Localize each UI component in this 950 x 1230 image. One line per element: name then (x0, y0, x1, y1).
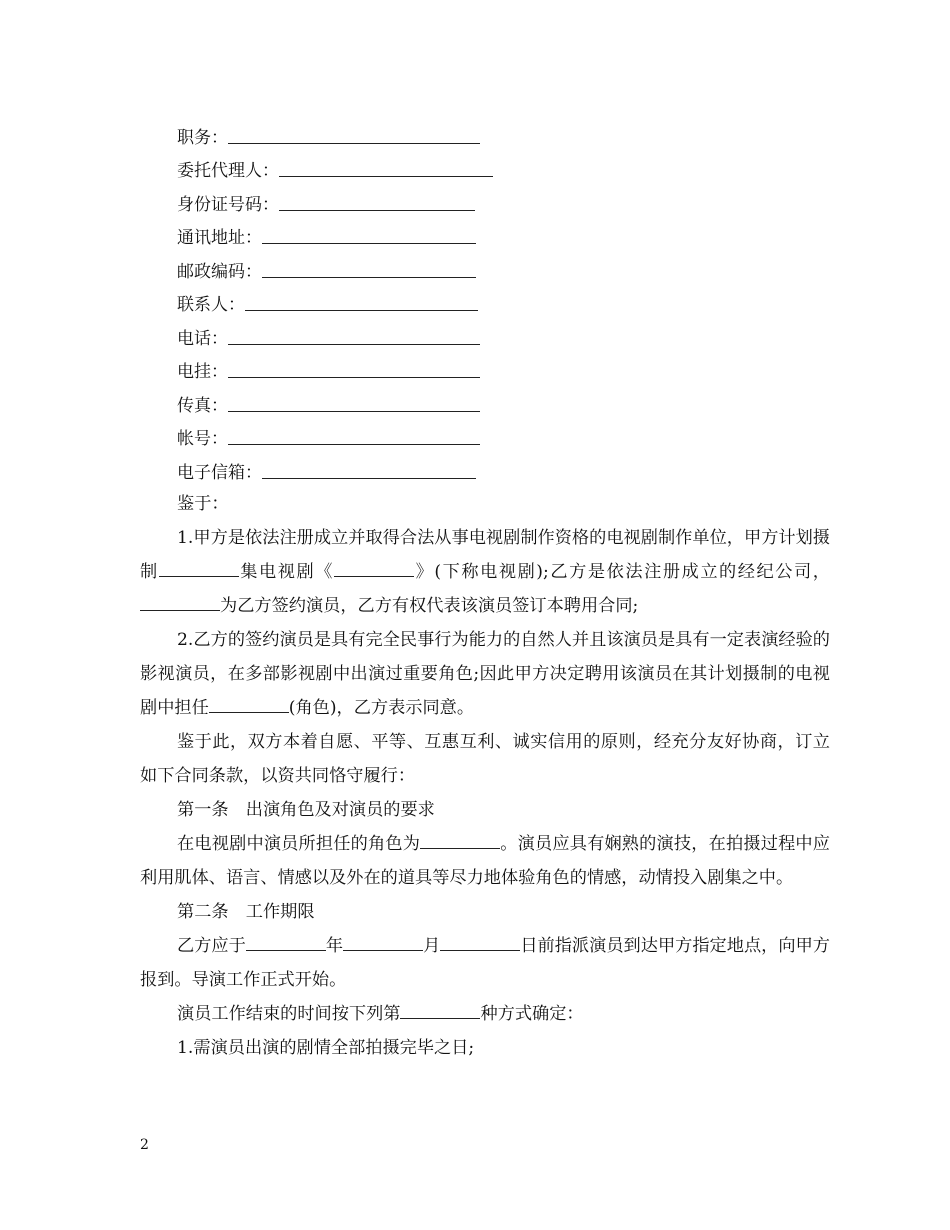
article-2-title: 第二条 工作期限 (177, 902, 315, 922)
party-info-fields (177, 118, 497, 487)
field-position (177, 118, 497, 152)
contract-body (140, 487, 830, 1065)
field-label: 联系人： (177, 295, 245, 315)
blank-line (246, 934, 326, 951)
blank-line (209, 696, 289, 713)
article-1-title: 第一条 出演角色及对演员的要求 (177, 800, 435, 820)
fill-line (279, 175, 493, 177)
paragraph-end-method: 演员工作结束的时间按下列第 种方式确定： (177, 1004, 584, 1024)
blank-line (400, 1002, 480, 1019)
field-label: 身份证号码： (177, 194, 279, 215)
fill-line (228, 376, 480, 378)
field-fax (177, 386, 497, 420)
fill-line (262, 276, 476, 278)
field-telegraph (177, 353, 497, 387)
paragraph-report-date: 乙方应于 年 月 日前指派演员到达甲方指定地点，向甲方报到。导演工作正式开始。 (140, 936, 830, 990)
field-contact (177, 286, 497, 320)
whereas-heading: 鉴于： (177, 494, 229, 514)
field-label: 委托代理人： (177, 161, 279, 181)
field-email (177, 453, 497, 487)
paragraph-recital-2: 2.乙方的签约演员是具有完全民事行为能力的自然人并且该演员是具有一定表演经验的影视演员，在多部影视剧中出演过重要角色;因此甲方决定聘用该演员在其计划摄制的电视剧中担任 (角色)，乙方表示同意。 (140, 630, 830, 718)
blank-line (440, 934, 520, 951)
field-id-number (177, 185, 497, 219)
fill-line (279, 209, 475, 211)
blank-line (140, 594, 220, 611)
fill-line (228, 443, 480, 445)
field-label: 电子信箱： (177, 462, 262, 483)
blank-line (343, 934, 423, 951)
blank-line (159, 560, 239, 577)
field-address (177, 219, 497, 253)
field-account (177, 420, 497, 454)
field-label: 帐号： (177, 429, 228, 449)
paragraph-agreement: 鉴于此，双方本着自愿、平等、互惠互利、诚实信用的原则，经充分友好协商，订立如下合同条款，以资共同恪守履行： (140, 732, 830, 786)
field-postcode (177, 252, 497, 286)
paragraph-recital-1: 1.甲方是依法注册成立并取得合法从事电视剧制作资格的电视剧制作单位，甲方计划摄制 集电视剧《 》(下称电视剧);乙方是依法注册成立的经纪公司，为乙方签约演员，乙方有权代表该演员签订本聘用合同; (140, 528, 830, 616)
field-agent (177, 152, 497, 186)
fill-line (262, 477, 476, 479)
paragraph-end-option-1: 1.需演员出演的剧情全部拍摄完毕之日; (177, 1038, 475, 1058)
field-phone (177, 319, 497, 353)
field-label: 职务： (177, 127, 228, 148)
fill-line (245, 309, 478, 311)
field-label: 通讯地址： (177, 228, 262, 248)
fill-line (262, 242, 476, 244)
blank-line (334, 560, 414, 577)
field-label: 传真： (177, 395, 228, 416)
fill-line (228, 343, 480, 345)
field-label: 邮政编码： (177, 261, 262, 282)
page-number: 2 (140, 1137, 149, 1153)
paragraph-role: 在电视剧中演员所担任的角色为 。演员应具有娴熟的演技，在拍摄过程中应利用肌体、语言、情感以及外在的道具等尽力地体验角色的情感，动情投入剧集之中。 (140, 834, 830, 888)
field-label: 电话： (177, 328, 228, 349)
field-label: 电挂： (177, 362, 228, 382)
fill-line (228, 142, 480, 144)
fill-line (228, 410, 480, 412)
blank-line (420, 832, 500, 849)
